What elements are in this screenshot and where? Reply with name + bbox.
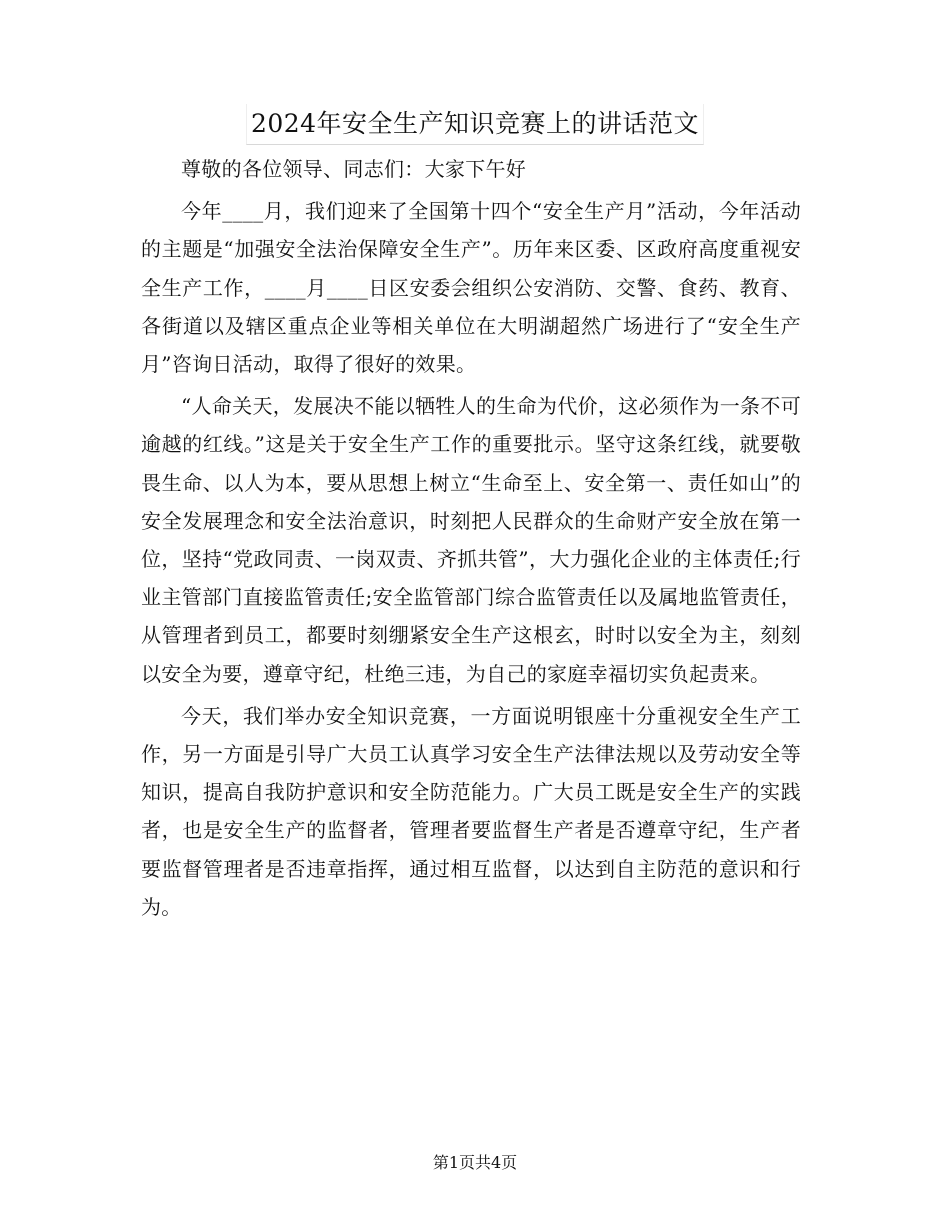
body-paragraph: 今年____月，我们迎来了全国第十四个“安全生产月”活动，今年活动的主题是“加强安全法治保障安全生产”。历年来区委、区政府高度重视安全生产工作，____月____日区安委会组织公安消防、交警、食药、教育、各街道以及辖区重点企业等相关单位在大明湖超然广场进行了“安全生产月”咨询日活动，取得了很好的效果。 [141,199,801,377]
document-body [141,150,801,930]
salutation-paragraph: 尊敬的各位领导、同志们：大家下午好 [181,157,527,181]
body-paragraph: “人命关天，发展决不能以牺牲人的生命为代价，这必须作为一条不可逾越的红线。”这是关于安全生产工作的重要批示。坚守这条红线，就要敬畏生命、以人为本，要从思想上树立“生命至上、安全第一、责任如山”的安全发展理念和安全法治意识，时刻把人民群众的生命财产安全放在第一位，坚持“党政同责、一岗双责、齐抓共管”，大力强化企业的主体责任;行业主管部门直接监管责任;安全监管部门综合监管责任以及属地监管责任，从管理者到员工，都要时刻绷紧安全生产这根玄，时时以安全为主，刻刻以安全为要，遵章守纪，杜绝三违，为自己的家庭幸福切实负起责来。 [141,394,801,686]
document-title: 2024年安全生产知识竞赛上的讲话范文 [246,104,704,145]
body-paragraph: 今天，我们举办安全知识竞赛，一方面说明银座十分重视安全生产工作，另一方面是引导广大员工认真学习安全生产法律法规以及劳动安全等知识，提高自我防护意识和安全防范能力。广大员工既是安全生产的实践者，也是安全生产的监督者，管理者要监督生产者是否遵章守纪，生产者要监督管理者是否违章指挥，通过相互监督，以达到自主防范的意识和行为。 [141,703,801,919]
page-number-footer: 第1页共4页 [432,1153,518,1172]
document-title-container [0,104,950,145]
